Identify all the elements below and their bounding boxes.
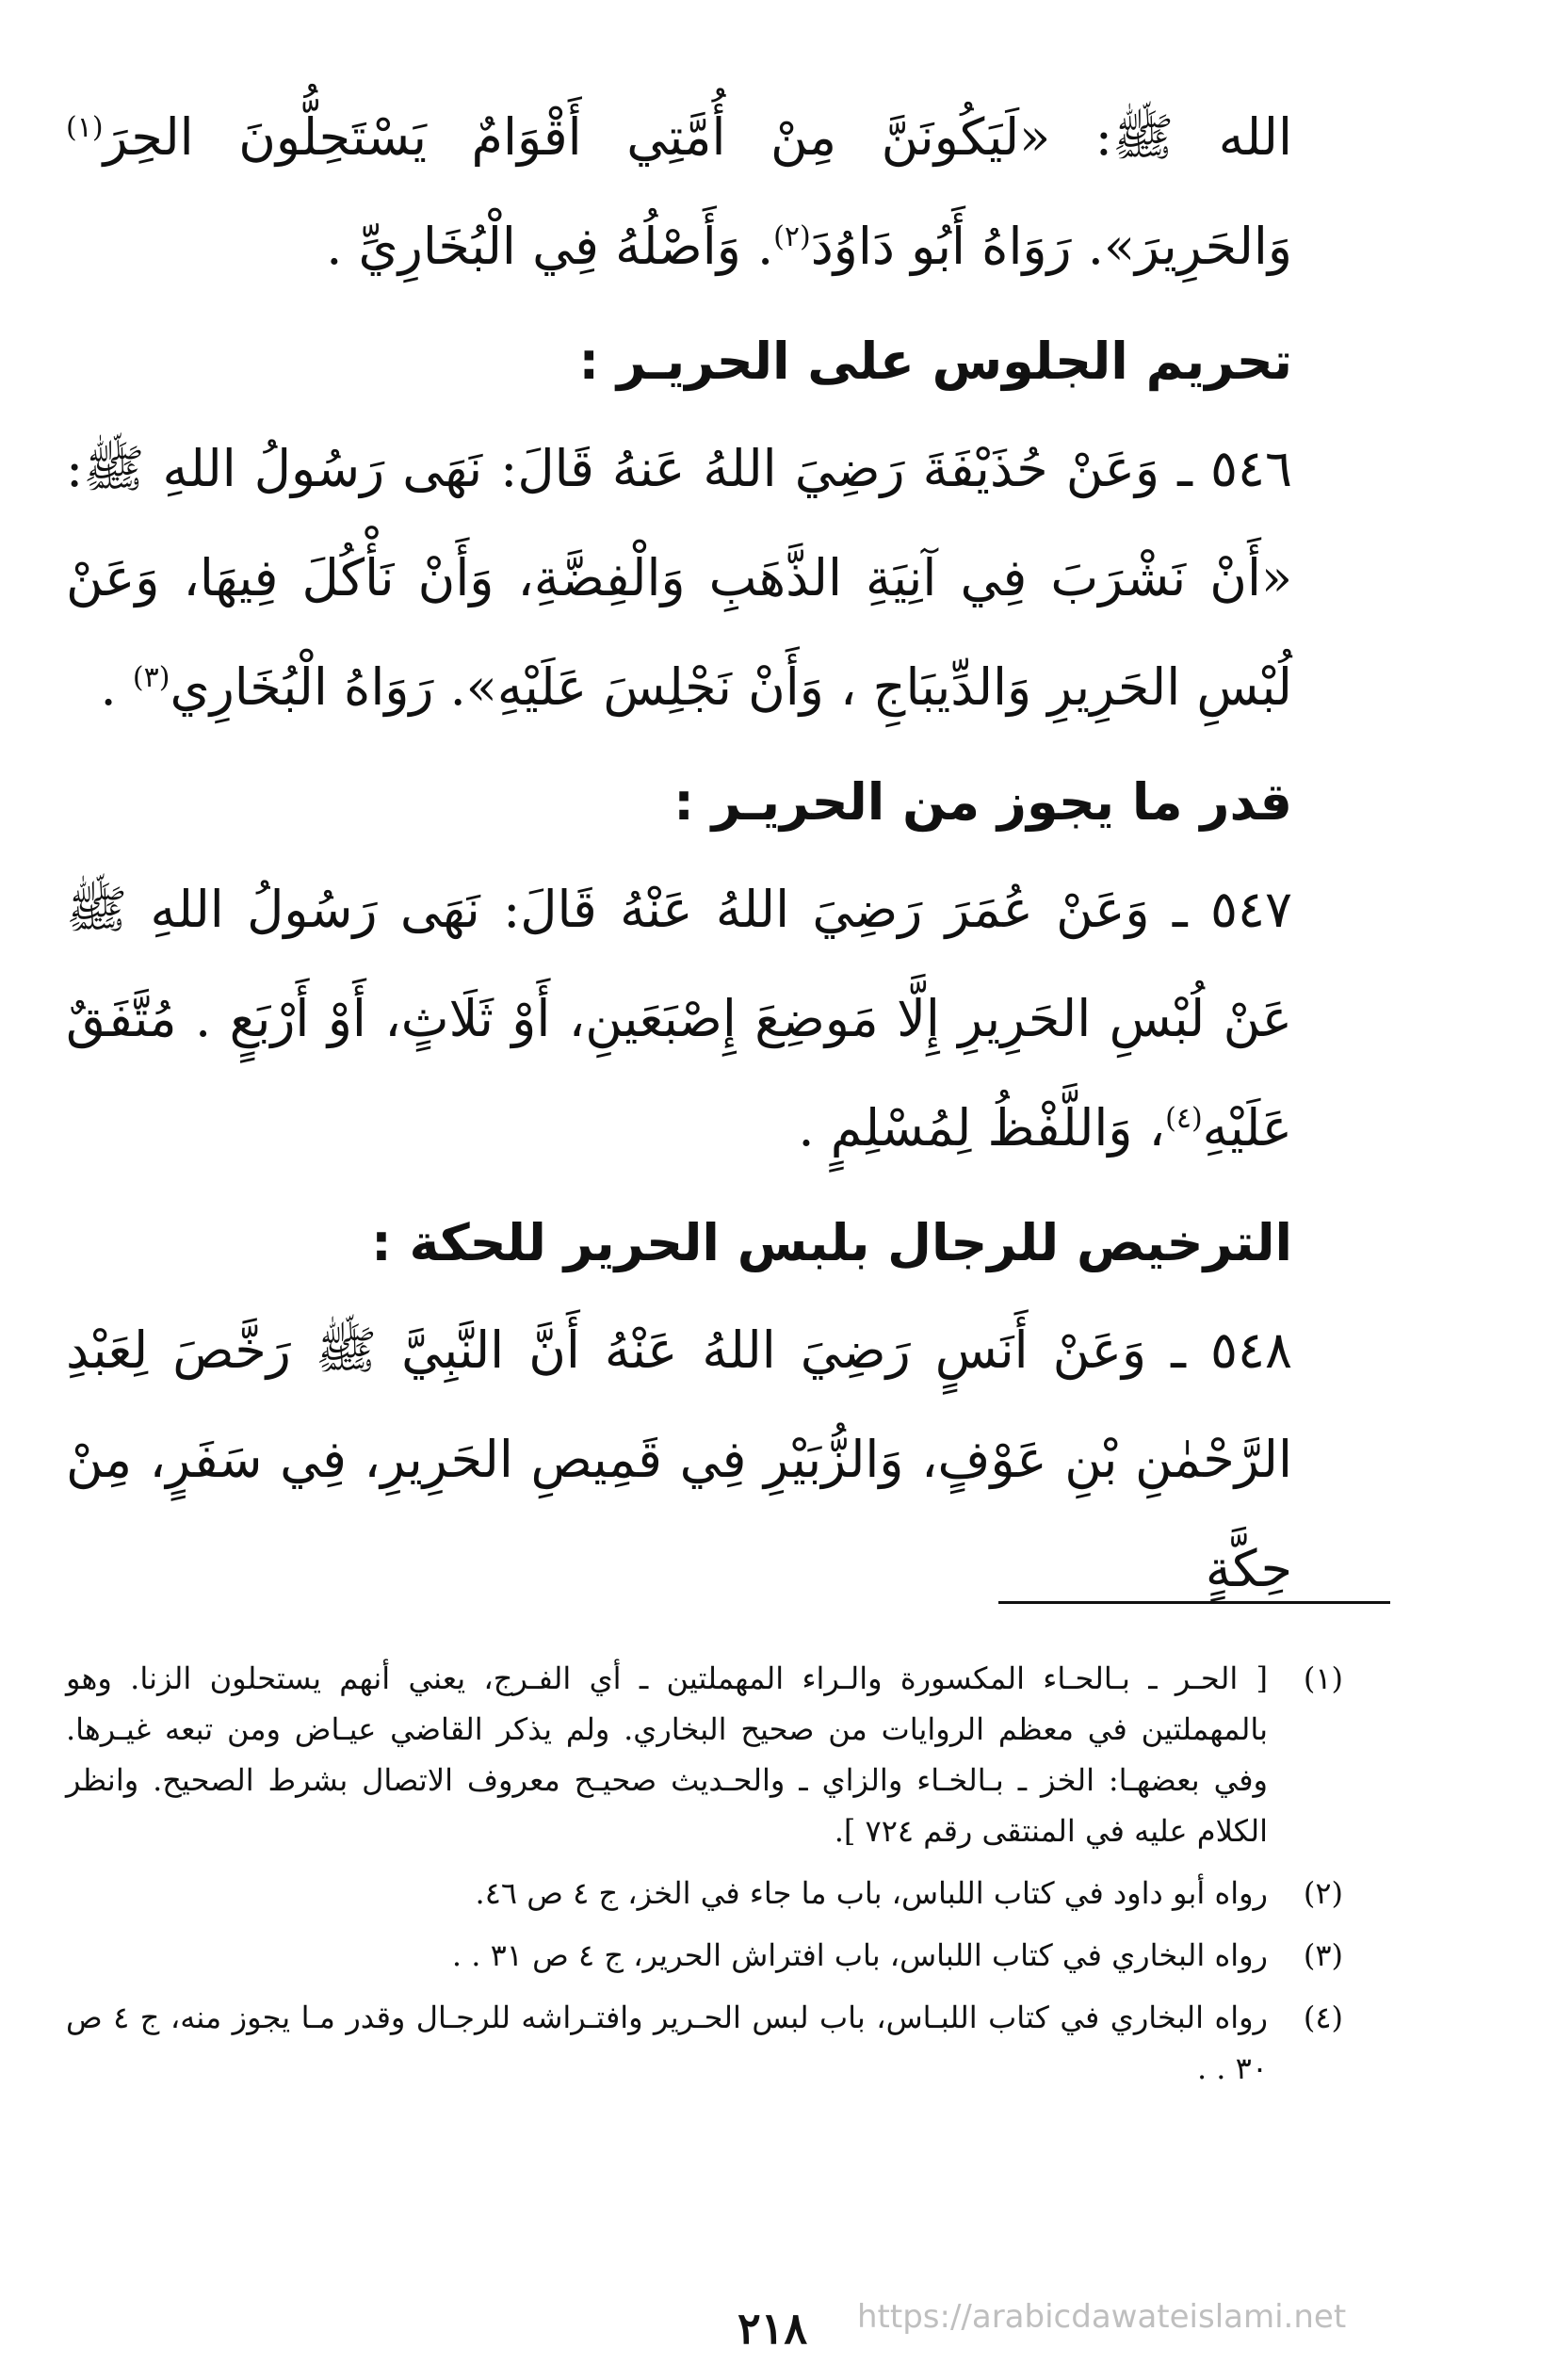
footnote-number: (٣) xyxy=(1303,1937,1343,1973)
paragraph-text: . xyxy=(100,657,133,717)
section-heading: الترخيص للرجال بلبس الحرير للحكة : xyxy=(371,1213,1292,1272)
footnote-number: (١) xyxy=(1303,1660,1343,1696)
paragraph-text: وَالحَرِيرَ». رَوَاهُ أَبُو دَاوُدَ xyxy=(810,217,1292,276)
footnote-ref[interactable]: (٢) xyxy=(773,220,811,253)
footnote-item xyxy=(66,1930,1343,1981)
footnote-number: (٤) xyxy=(1303,2000,1343,2035)
paragraph-text: ، وَاللَّفْظُ لِمُسْلِمٍ . xyxy=(798,1098,1166,1158)
section-heading: تحريم الجلوس على الحريـر : xyxy=(578,332,1292,391)
hadith-546 xyxy=(66,414,1292,742)
footnote-item xyxy=(66,1992,1343,2094)
footnote-ref[interactable]: (٣) xyxy=(132,661,170,694)
section-heading: قدر ما يجوز من الحريـر : xyxy=(673,772,1292,832)
hadith-548 xyxy=(66,1296,1292,1624)
footnote-text: رواه البخاري في كتاب اللباس، باب افتراش الحرير، ج ٤ ص ٣١ . . xyxy=(451,1937,1268,1973)
footnote-number: (٢) xyxy=(1303,1875,1343,1911)
footnote-ref[interactable]: (١) xyxy=(66,111,104,144)
watermark-url: https://arabicdawateislami.net xyxy=(857,2298,1347,2336)
main-text xyxy=(66,83,1292,1624)
footnote-text: رواه أبو داود في كتاب اللباس، باب ما جاء في الخز، ج ٤ ص ٤٦. xyxy=(475,1875,1268,1911)
paragraph-text: ٥٤٨ ـ وَعَنْ أَنَسٍ رَضِيَ اللهُ عَنْهُ أَنَّ النَّبِيَّ ﷺ رَخَّصَ لِعَبْدِ الرَّحْمٰنِ بْنِ عَوْفٍ، وَالزُّبَيْرِ فِي قَمِيصِ الحَرِيرِ، فِي سَفَرٍ، مِنْ حِكَّةٍ xyxy=(66,1320,1292,1598)
footnotes xyxy=(66,1653,1343,2105)
footnote-text: رواه البخاري في كتاب اللبـاس، باب لبس الحـرير وافتـراشه للرجـال وقدر مـا يجوز منه، ج ٤ ص ٣٠ . . xyxy=(66,2000,1268,2086)
page-number: ٢١٨ xyxy=(737,2303,808,2354)
footnote-text: [ الحـر ـ بـالحـاء المكسورة والـراء المهملتين ـ أي الفـرج، يعني أنهم يستحلون الزنا. وهو بالمهملتين في معظم الروايات من صحيح البخاري. ولم يذكر القاضي عيـاض ومن تبعه غيـرها. وفي بعضهـا: الخز ـ بـالخـاء والزاي ـ والحـديث صحيـح معروف الاتصال بشرط الصحيح. وانظر الكلام عليه في المنتقى رقم ٧٢٤ ]. xyxy=(66,1660,1268,1849)
footnote-item xyxy=(66,1868,1343,1919)
footnote-ref[interactable]: (٤) xyxy=(1165,1102,1203,1135)
hadith-547 xyxy=(66,855,1292,1183)
paragraph-text: الله ﷺ: «لَيَكُونَنَّ مِنْ أُمَّتِي أَقْوَامٌ يَسْتَحِلُّونَ الحِرَ xyxy=(103,107,1292,167)
paragraph-text: . وَأَصْلُهُ فِي الْبُخَارِيِّ . xyxy=(326,217,774,276)
paragraph-text: ٥٤٦ ـ وَعَنْ حُذَيْفَةَ رَضِيَ اللهُ عَنهُ قَالَ: نَهَى رَسُولُ اللهِ ﷺ: «أَنْ نَشْرَبَ فِي آنِيَةِ الذَّهَبِ وَالْفِضَّةِ، وَأَنْ نَأْكُلَ فِيهَا، وَعَنْ لُبْسِ الحَرِيرِ وَالدِّيبَاجِ ، وَأَنْ نَجْلِسَ عَلَيْهِ». رَوَاهُ الْبُخَارِي xyxy=(66,439,1292,717)
paragraph-continuation xyxy=(66,83,1292,301)
footnote-item xyxy=(66,1653,1343,1856)
paragraph-text: ٥٤٧ ـ وَعَنْ عُمَرَ رَضِيَ اللهُ عَنْهُ قَالَ: نَهَى رَسُولُ اللهِ ﷺ عَنْ لُبْسِ الحَرِيرِ إِلَّا مَوضِعَ إِصْبَعَينِ، أَوْ ثَلَاثٍ، أَوْ أَرْبَعٍ . مُتَّفَقٌ عَلَيْهِ xyxy=(66,880,1292,1158)
footnote-divider xyxy=(998,1601,1390,1604)
